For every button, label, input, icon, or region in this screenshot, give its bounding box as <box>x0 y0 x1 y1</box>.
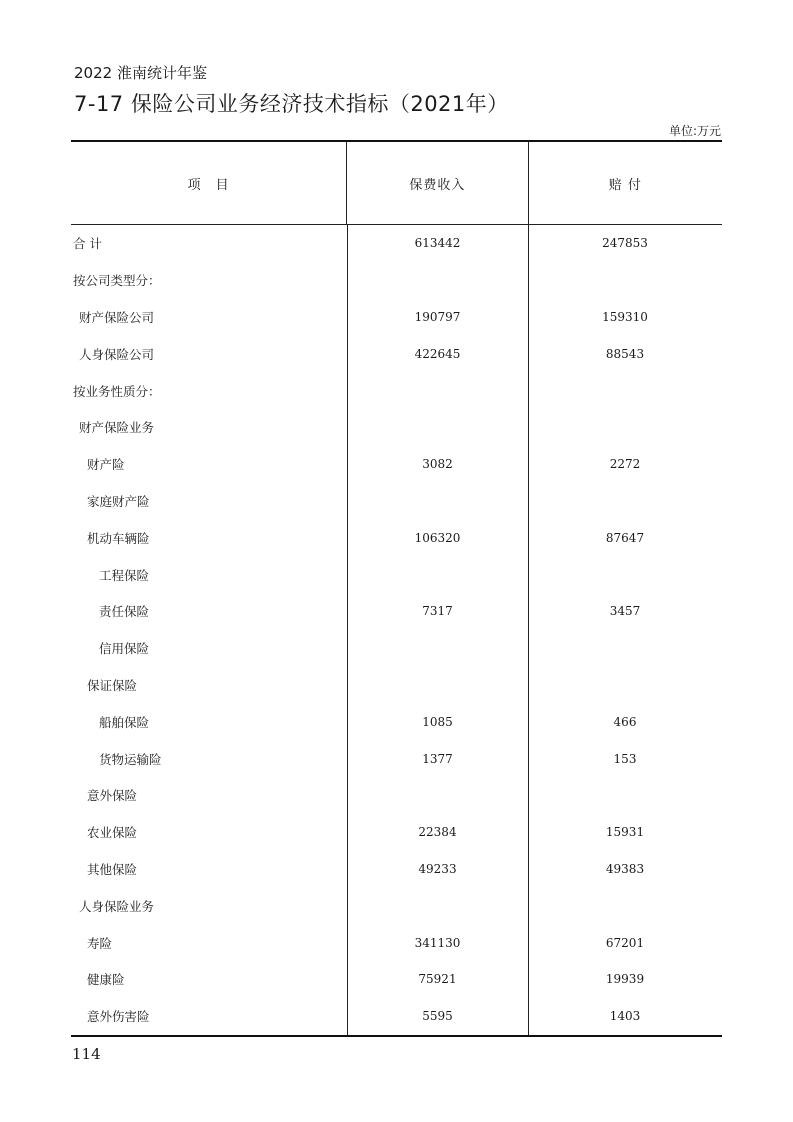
row-label: 机动车辆险 <box>87 530 150 546</box>
premium-cell: 7317 <box>422 604 453 619</box>
row-label: 健康险 <box>87 972 125 988</box>
claims-cell: 2272 <box>609 457 641 472</box>
book-title: 2022 淮南统计年鉴 <box>74 64 207 82</box>
premium-cell: 422645 <box>414 346 461 361</box>
table-row <box>71 924 722 961</box>
column-header-premium: 保费收入 <box>346 142 527 224</box>
claims-cell: 19939 <box>605 972 645 987</box>
row-label: 人身保险公司 <box>79 346 155 362</box>
unit-label: 单位:万元 <box>668 124 721 138</box>
page-number: 114 <box>72 1045 101 1063</box>
table-row <box>71 814 722 851</box>
row-label: 责任保险 <box>99 604 150 620</box>
table-row <box>71 740 722 777</box>
row-label: 财产保险业务 <box>79 420 155 436</box>
claims-cell: 15931 <box>605 825 645 840</box>
claims-cell: 247853 <box>602 236 648 251</box>
table-row <box>71 372 722 409</box>
table-row <box>71 483 722 520</box>
table-row <box>71 335 722 372</box>
claims-cell: 88543 <box>605 346 645 361</box>
table-title: 7-17 保险公司业务经济技术指标（2021年） <box>74 92 509 116</box>
row-label: 船舶保险 <box>99 714 150 730</box>
table-header-row <box>71 142 722 224</box>
row-label: 其他保险 <box>87 861 138 877</box>
table-row <box>71 961 722 998</box>
premium-cell: 106320 <box>414 530 461 545</box>
claims-cell: 466 <box>613 714 637 729</box>
row-label: 财产保险公司 <box>79 309 155 325</box>
table-row <box>71 851 722 888</box>
table-bottom-rule <box>71 1035 722 1037</box>
row-label: 寿险 <box>87 935 113 951</box>
premium-cell: 190797 <box>414 309 461 324</box>
table-row <box>71 998 722 1035</box>
premium-cell: 1377 <box>422 751 453 766</box>
table-row <box>71 630 722 667</box>
row-label: 家庭财产险 <box>87 493 150 509</box>
premium-cell: 341130 <box>414 935 461 950</box>
premium-cell: 49233 <box>418 861 457 876</box>
row-label: 意外保险 <box>87 788 138 804</box>
claims-cell: 49383 <box>605 861 645 876</box>
premium-cell: 22384 <box>418 825 457 840</box>
row-label: 信用保险 <box>99 641 150 657</box>
claims-cell: 159310 <box>602 309 648 324</box>
claims-cell: 67201 <box>605 935 645 950</box>
column-header-claims: 赔 付 <box>528 142 722 224</box>
premium-cell: 75921 <box>418 972 457 987</box>
row-label: 合 计 <box>73 236 102 252</box>
table-row <box>71 519 722 556</box>
table-row <box>71 299 722 336</box>
row-label: 按公司类型分： <box>73 273 161 289</box>
table-row <box>71 593 722 630</box>
row-label: 农业保险 <box>87 825 138 841</box>
claims-cell: 1403 <box>609 1009 641 1024</box>
claims-cell: 153 <box>613 751 637 766</box>
table-row <box>71 262 722 299</box>
claims-cell: 87647 <box>605 530 645 545</box>
claims-cell: 3457 <box>609 604 641 619</box>
table-row <box>71 446 722 483</box>
table-row <box>71 777 722 814</box>
table-row <box>71 556 722 593</box>
row-label: 工程保险 <box>99 567 150 583</box>
row-label: 意外伤害险 <box>87 1009 150 1025</box>
column-header-item: 项 目 <box>187 177 230 193</box>
statistics-table <box>71 140 722 1037</box>
table-row <box>71 225 722 262</box>
premium-cell: 5595 <box>422 1009 453 1024</box>
premium-cell: 613442 <box>414 236 461 251</box>
table-body <box>71 225 722 1035</box>
row-label: 货物运输险 <box>99 751 162 767</box>
table-row <box>71 409 722 446</box>
row-label: 人身保险业务 <box>79 898 155 914</box>
row-label: 财产险 <box>87 457 125 473</box>
table-row <box>71 887 722 924</box>
row-label: 保证保险 <box>87 677 138 693</box>
premium-cell: 1085 <box>422 714 453 729</box>
row-label: 按业务性质分： <box>73 383 161 399</box>
table-row <box>71 703 722 740</box>
premium-cell: 3082 <box>422 457 453 472</box>
table-row <box>71 667 722 704</box>
